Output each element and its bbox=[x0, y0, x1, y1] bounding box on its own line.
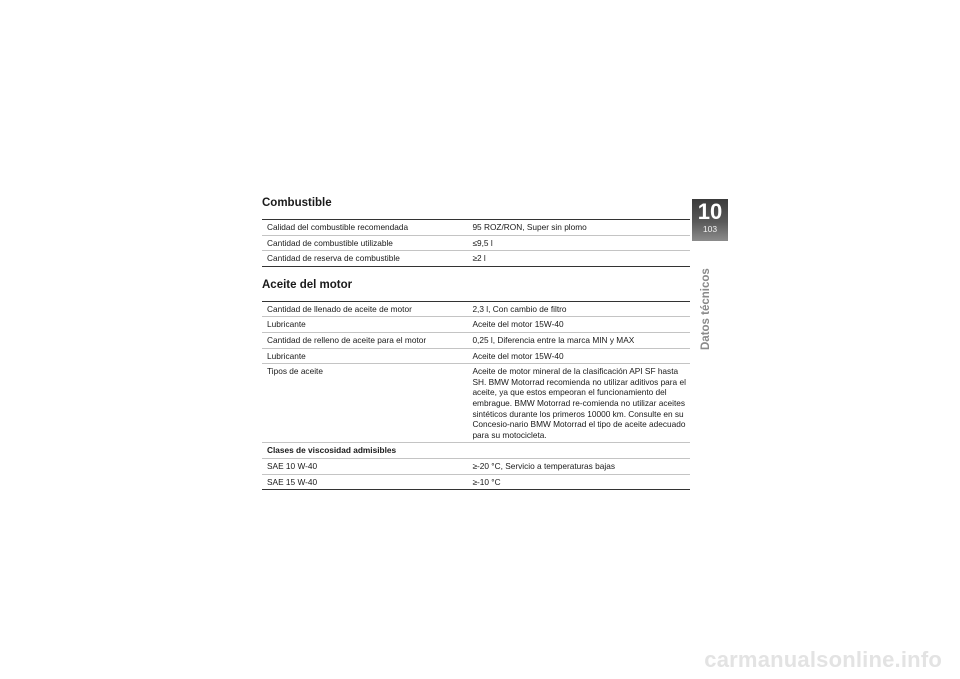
row-label: Tipos de aceite bbox=[262, 364, 467, 443]
viscosity-heading: Clases de viscosidad admisibles bbox=[262, 443, 690, 459]
engine-oil-section-title: Aceite del motor bbox=[262, 278, 353, 291]
viscosity-heading-row bbox=[262, 443, 690, 459]
engine-oil-table bbox=[262, 301, 690, 490]
row-value: ≤9,5 l bbox=[467, 235, 690, 251]
table-row bbox=[262, 458, 690, 474]
row-label: SAE 15 W-40 bbox=[267, 476, 318, 487]
table-row bbox=[262, 332, 690, 348]
table-row bbox=[262, 301, 690, 317]
table-row bbox=[262, 317, 690, 333]
page-content bbox=[262, 195, 690, 490]
table-row bbox=[262, 220, 690, 236]
watermark: carmanualsonline.info bbox=[704, 647, 942, 672]
table-row bbox=[262, 235, 690, 251]
row-value: Aceite del motor 15W-40 bbox=[467, 348, 690, 364]
row-label: Lubricante bbox=[262, 348, 467, 364]
table-row bbox=[262, 364, 690, 443]
page-number: 103 bbox=[702, 224, 718, 234]
row-label: Cantidad de relleno de aceite para el motor bbox=[262, 332, 467, 348]
row-value: 2,3 l, Con cambio de filtro bbox=[467, 301, 690, 317]
row-value: Aceite del motor 15W-40 bbox=[467, 317, 690, 333]
row-value: ≥-20 °C, Servicio a temperaturas bajas bbox=[467, 458, 690, 474]
row-value: ≥2 l bbox=[472, 253, 486, 264]
table-row bbox=[262, 251, 690, 267]
row-label: Cantidad de reserva de combustible bbox=[267, 253, 400, 264]
row-value: 0,25 l, Diferencia entre la marca MIN y MAX bbox=[467, 332, 690, 348]
row-label: Cantidad de combustible utilizable bbox=[262, 235, 467, 251]
row-value: Aceite de motor mineral de la clasificación API SF hasta SH. BMW Motorrad recomienda no utilizar aditivos para el aceite, ya que estos empeoran el funcionamiento del embrague. BMW Motorrad re-comienda no utilizar aceites sintéticos durante los primeros 10000 km. Consulte en su Concesio-nario BMW Motorrad el tipo de aceite adecuado para su motocicleta. bbox=[467, 364, 690, 443]
fuel-table bbox=[262, 219, 690, 267]
row-label: Calidad del combustible recomendada bbox=[262, 220, 467, 236]
row-value: ≥-10 °C bbox=[472, 476, 501, 487]
table-row bbox=[262, 474, 690, 490]
chapter-title: Datos técnicos bbox=[700, 268, 712, 350]
chapter-number: 10 bbox=[697, 199, 723, 224]
row-value: 95 ROZ/RON, Super sin plomo bbox=[467, 220, 690, 236]
table-row bbox=[262, 348, 690, 364]
chapter-tab bbox=[692, 199, 728, 241]
row-label: Lubricante bbox=[262, 317, 467, 333]
row-label: SAE 10 W-40 bbox=[262, 458, 467, 474]
fuel-section-title: Combustible bbox=[262, 197, 332, 209]
row-label: Cantidad de llenado de aceite de motor bbox=[262, 301, 467, 317]
